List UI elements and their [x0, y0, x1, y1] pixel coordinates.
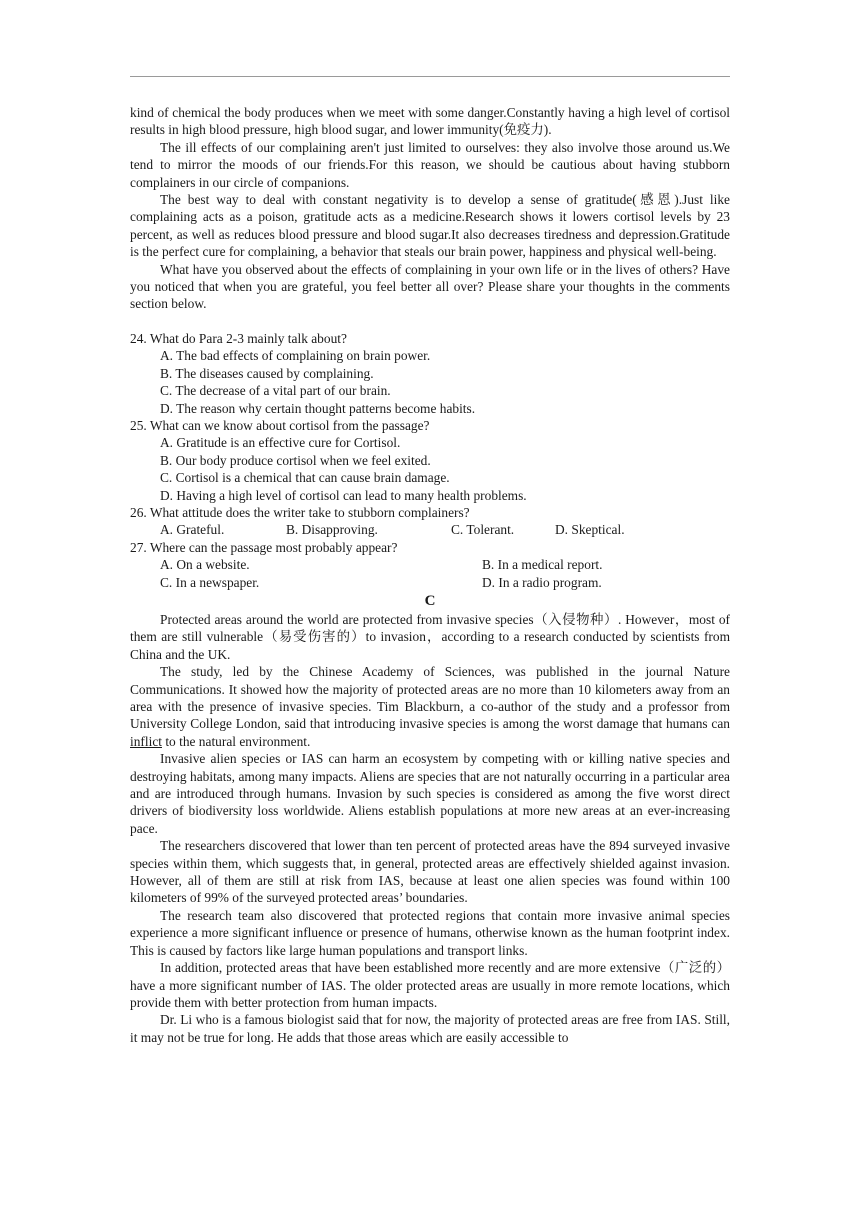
option-b: B. Our body produce cortisol when we feel exited. — [160, 452, 431, 468]
option-b: B. Disapproving. — [286, 522, 378, 538]
question-26 — [130, 504, 730, 539]
options-row — [160, 574, 730, 591]
header-rule — [130, 76, 730, 77]
option-c: C. In a newspaper. — [160, 574, 260, 590]
option-c: C. Cortisol is a chemical that can cause brain damage. — [160, 470, 450, 486]
question-stem: 26. What attitude does the writer take to stubborn complainers? — [130, 504, 470, 520]
option-d: D. Having a high level of cortisol can lead to many health problems. — [160, 487, 527, 503]
passage-c-paragraph — [130, 663, 730, 750]
options-row — [160, 521, 730, 538]
option-c: C. Tolerant. — [451, 522, 515, 538]
paragraph-text: to the natural environment. — [161, 733, 311, 749]
underlined-word: inflict — [130, 733, 162, 749]
question-stem: 25. What can we know about cortisol from the passage? — [130, 417, 430, 433]
document-body — [130, 104, 730, 1046]
spacer — [130, 313, 730, 330]
option-d: D. The reason why certain thought patterns become habits. — [160, 400, 476, 416]
option-a: A. Grateful. — [160, 522, 225, 538]
option-a: A. On a website. — [160, 557, 250, 573]
question-27 — [130, 539, 730, 591]
passage-b-paragraph: What have you observed about the effects of complaining in your own life or in the lives of others? Have you noticed that when you are grateful, you feel better all over? Please share your thoughts in the comments section below. — [130, 261, 730, 312]
option-b: B. In a medical report. — [482, 557, 603, 573]
option-a: A. Gratitude is an effective cure for Cortisol. — [160, 435, 401, 451]
option-b: B. The diseases caused by complaining. — [160, 365, 374, 381]
passage-c-paragraph: Invasive alien species or IAS can harm an ecosystem by competing with or killing native species and destroying habitats, among many impacts. Aliens are species that are not naturally occurring in a particular area and are introduced through humans. Invasion by such species is considered as among the five worst direct drivers of biodiversity loss worldwide. Aliens establish populations at more new areas at an ever-increasing pace. — [130, 751, 730, 836]
question-stem: 27. Where can the passage most probably appear? — [130, 539, 398, 555]
passage-c-paragraph: Protected areas around the world are protected from invasive species（入侵物种）. However，most of them are still vulnerable（易受伤害的）to invasion，according to a research conducted by scientists from China and the UK. — [130, 611, 730, 662]
passage-b-paragraph: The ill effects of our complaining aren't just limited to ourselves: they also involve those around us.We tend to mirror the moods of our friends.For this reason, we should be cautious about having stubborn complainers in our circle of companions. — [130, 139, 730, 190]
section-heading: C — [424, 592, 436, 609]
passage-c-paragraph: The researchers discovered that lower than ten percent of protected areas have the 894 surveyed invasive species within them, which suggests that, in general, protected areas are effectively shielded against invasion. However, all of them are still at risk from IAS, because at least one alien species was found within 100 kilometers of 99% of the surveyed protected areas’ boundaries. — [130, 838, 730, 906]
option-d: D. Skeptical. — [555, 522, 625, 538]
passage-b-paragraph: kind of chemical the body produces when we meet with some danger.Constantly having a high level of cortisol results in high blood pressure, high blood sugar, and lower immunity(免疫力). — [130, 105, 730, 138]
option-c: C. The decrease of a vital part of our brain. — [160, 383, 391, 399]
option-a: A. The bad effects of complaining on brain power. — [160, 348, 431, 364]
question-stem: 24. What do Para 2-3 mainly talk about? — [130, 330, 347, 346]
passage-c-paragraph: Dr. Li who is a famous biologist said that for now, the majority of protected areas are free from IAS. Still, it may not be true for long. He adds that those areas which are easily accessible to — [130, 1012, 730, 1045]
paragraph-text: The study, led by the Chinese Academy of Sciences, was published in the journal Nature Communications. It showed how the majority of protected areas are no more than 10 kilometers away from an area with the presence of invasive species. Tim Blackburn, a co-author of the study and a professor from University College London, said that introducing invasive species is among the worst damage that humans can — [130, 664, 730, 732]
question-25 — [130, 417, 730, 504]
passage-c-paragraph: The research team also discovered that protected regions that contain more invasive animal species experience a more significant influence or presence of humans, otherwise known as the human footprint index. This is caused by factors like large human populations and transport links. — [130, 907, 730, 958]
options-row — [160, 556, 730, 573]
passage-b-paragraph: The best way to deal with constant negativity is to develop a sense of gratitude(感恩).Just like complaining acts as a poison, gratitude acts as a medicine.Research shows it lowers cortisol levels by 23 percent, as well as reduces blood pressure and blood sugar.It also decreases tiredness and depression.Gratitude is the perfect cure for complaining, a behavior that steals our brain power, happiness and physical well-being. — [130, 192, 730, 260]
passage-c-paragraph: In addition, protected areas that have been established more recently and are more extensive（广泛的）have a more significant number of IAS. The older protected areas are usually in more remote locations, which provide them with better protection from human impacts. — [130, 960, 730, 1010]
option-d: D. In a radio program. — [482, 574, 602, 590]
question-24 — [130, 330, 730, 417]
